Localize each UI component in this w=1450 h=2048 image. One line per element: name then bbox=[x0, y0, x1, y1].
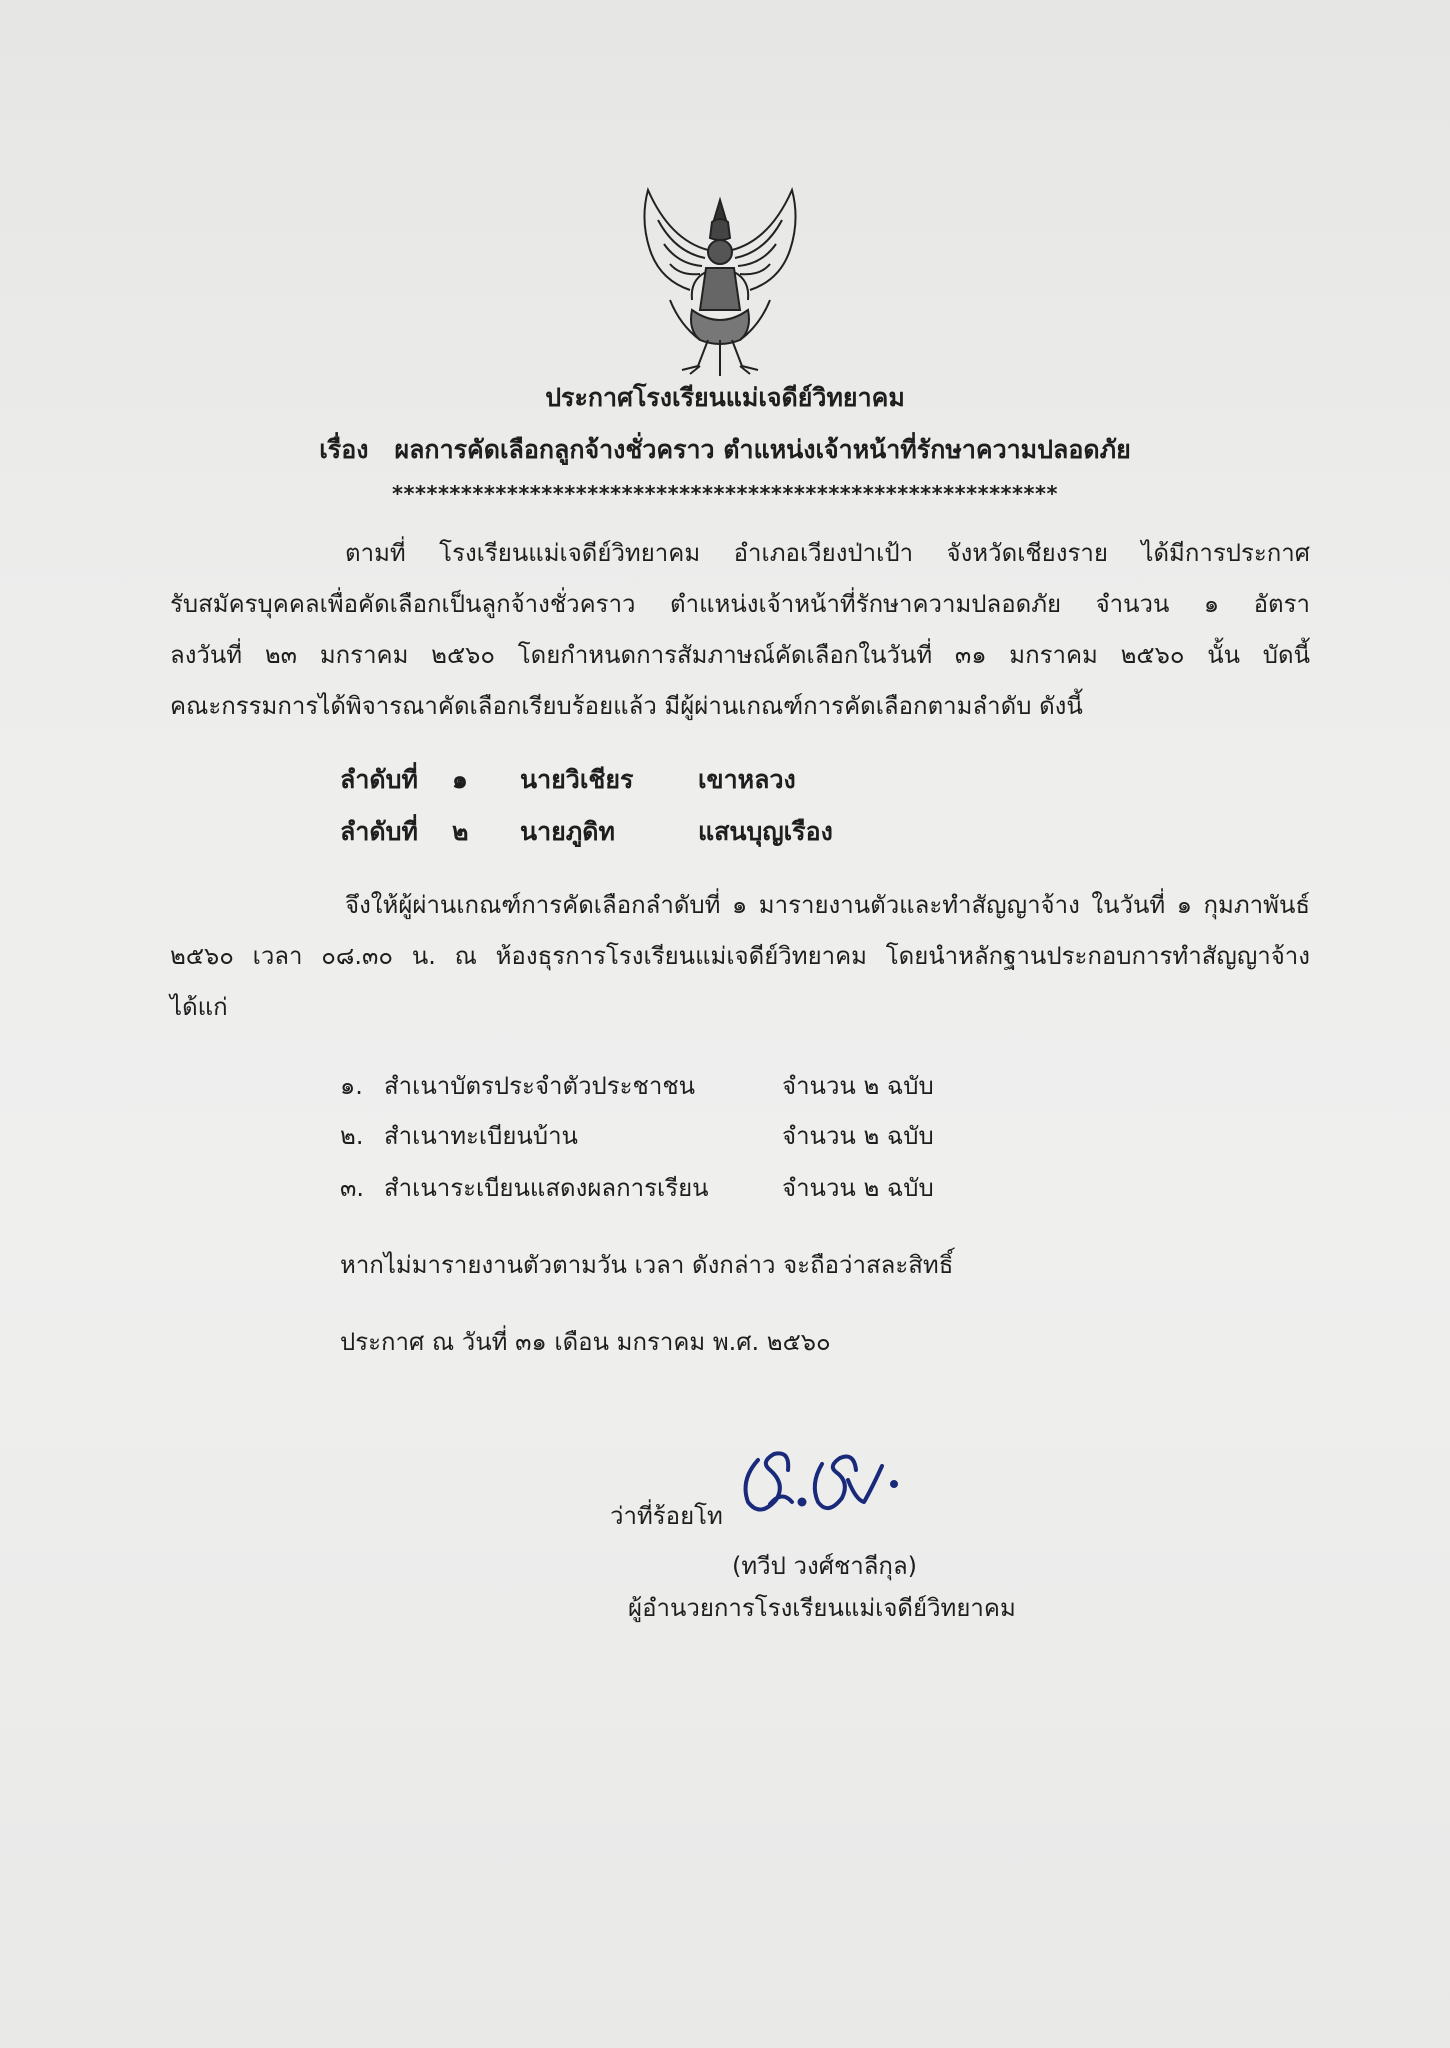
document-quantity: จำนวน ๒ ฉบับ bbox=[782, 1072, 934, 1100]
signer-name: (ทวีป วงศ์ชาลีกุล) bbox=[732, 1552, 918, 1580]
candidate-first-name: นายวิเชียร bbox=[520, 765, 634, 794]
candidate-last-name: เขาหลวง bbox=[698, 765, 796, 794]
paragraph-line: ๒๕๖๐ เวลา ๐๘.๓๐ น. ณ ห้องธุรการโรงเรียนแม่เจดีย์วิทยาคม โดยนำหลักฐานประกอบการทำสัญญาจ้าง bbox=[170, 942, 1310, 970]
signer-position: ผู้อำนวยการโรงเรียนแม่เจดีย์วิทยาคม bbox=[628, 1594, 1016, 1622]
separator-line: ********************************************************** bbox=[392, 482, 1058, 506]
document-number: ๓. bbox=[340, 1174, 365, 1202]
signer-rank: ว่าที่ร้อยโท bbox=[610, 1502, 723, 1530]
rank-label: ลำดับที่ bbox=[340, 765, 418, 794]
paragraph-line: ตามที่ โรงเรียนแม่เจดีย์วิทยาคม อำเภอเวียงป่าเป้า จังหวัดเชียงราย ได้มีการประกาศ bbox=[345, 539, 1310, 567]
document-name: สำเนาบัตรประจำตัวประชาชน bbox=[384, 1072, 696, 1100]
subject-text: ผลการคัดเลือกลูกจ้างชั่วคราว ตำแหน่งเจ้าหน้าที่รักษาความปลอดภัย bbox=[394, 435, 1131, 464]
announcement-subject bbox=[0, 430, 1450, 470]
document-number: ๑. bbox=[340, 1072, 363, 1100]
rank-number: ๒ bbox=[452, 817, 469, 846]
garuda-emblem bbox=[630, 180, 810, 380]
document-number: ๒. bbox=[340, 1122, 364, 1150]
paragraph-line: คณะกรรมการได้พิจารณาคัดเลือกเรียบร้อยแล้ว มีผู้ผ่านเกณฑ์การคัดเลือกตามลำดับ ดังนี้ bbox=[170, 692, 1083, 720]
document-name: สำเนาระเบียนแสดงผลการเรียน bbox=[384, 1174, 709, 1202]
paragraph-line: รับสมัครบุคคลเพื่อคัดเลือกเป็นลูกจ้างชั่วคราว ตำแหน่งเจ้าหน้าที่รักษาความปลอดภัย จำนวน ๑ อัตรา bbox=[170, 590, 1310, 618]
subject-label: เรื่อง bbox=[319, 435, 369, 464]
paragraph-line: จึงให้ผู้ผ่านเกณฑ์การคัดเลือกลำดับที่ ๑ มารายงานตัวและทำสัญญาจ้าง ในวันที่ ๑ กุมภาพันธ์ bbox=[345, 891, 1310, 919]
document-quantity: จำนวน ๒ ฉบับ bbox=[782, 1122, 934, 1150]
announcement-date: ประกาศ ณ วันที่ ๓๑ เดือน มกราคม พ.ศ. ๒๕๖๐ bbox=[340, 1328, 831, 1356]
rank-label: ลำดับที่ bbox=[340, 817, 418, 846]
candidate-first-name: นายภูดิท bbox=[520, 817, 615, 846]
paragraph-intro bbox=[170, 528, 1310, 732]
paragraph-instructions bbox=[170, 880, 1310, 1033]
document-name: สำเนาทะเบียนบ้าน bbox=[384, 1122, 578, 1150]
document-quantity: จำนวน ๒ ฉบับ bbox=[782, 1174, 934, 1202]
rank-number: ๑ bbox=[452, 765, 468, 794]
paragraph-line: ได้แก่ bbox=[170, 993, 228, 1021]
forfeit-notice: หากไม่มารายงานตัวตามวัน เวลา ดังกล่าว จะถือว่าสละสิทธิ์ bbox=[340, 1251, 954, 1279]
handwritten-signature bbox=[730, 1440, 910, 1520]
announcement-title: ประกาศโรงเรียนแม่เจดีย์วิทยาคม bbox=[545, 383, 905, 412]
candidate-last-name: แสนบุญเรือง bbox=[698, 817, 833, 846]
paragraph-line: ลงวันที่ ๒๓ มกราคม ๒๕๖๐ โดยกำหนดการสัมภาษณ์คัดเลือกในวันที่ ๓๑ มกราคม ๒๕๖๐ นั้น บัดนี้ bbox=[170, 641, 1310, 669]
